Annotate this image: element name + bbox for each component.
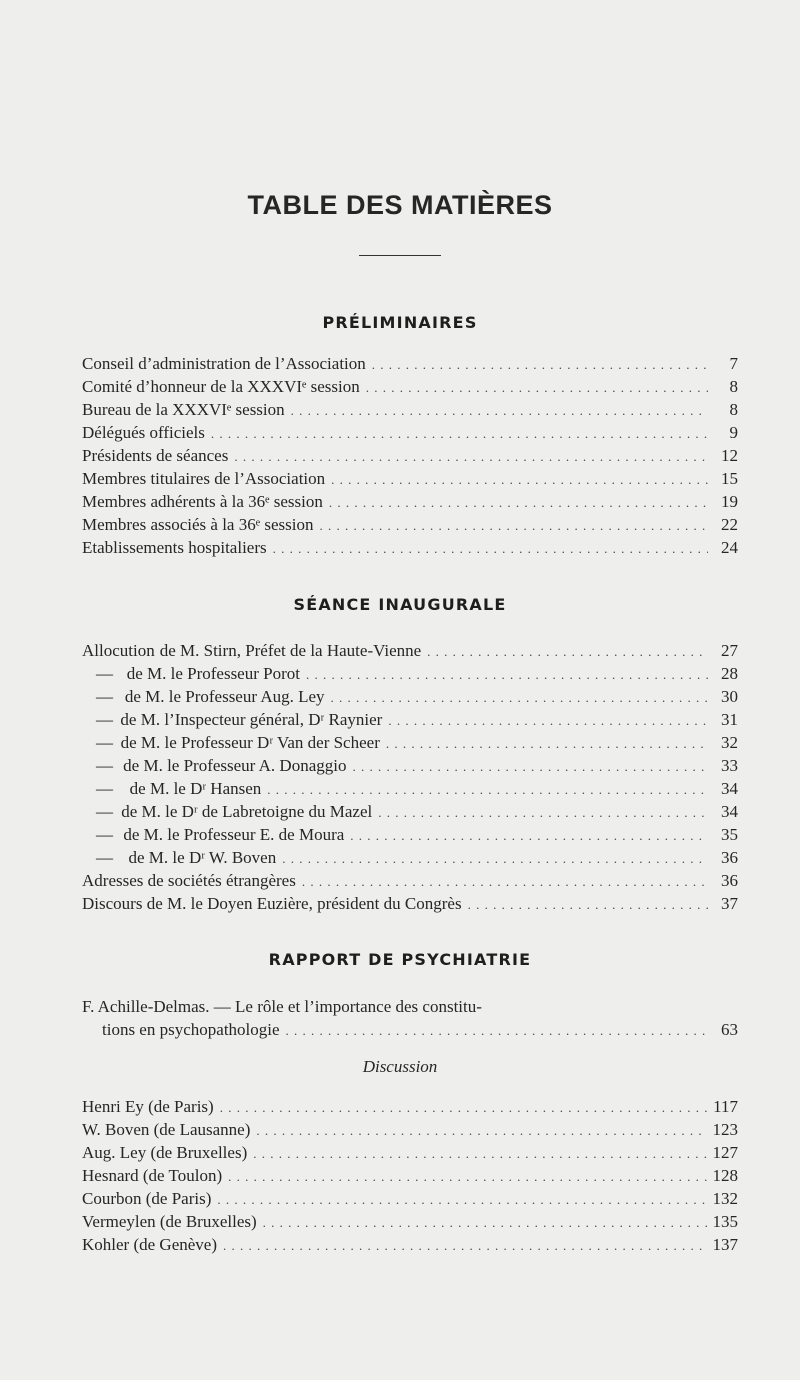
toc-entry[interactable]: — de M. le Professeur E. de Moura . . . 35: [82, 824, 738, 846]
toc-entry[interactable]: Henri Ey (de Paris) . . . 117: [82, 1096, 738, 1118]
toc-entry[interactable]: — de M. le Dʳ W. Boven . . . 36: [82, 847, 738, 869]
toc-entry[interactable]: — de M. le Professeur Porot . . . 28: [82, 663, 738, 685]
section-heading-rapport: RAPPORT DE PSYCHIATRIE: [268, 950, 532, 969]
page-title: TABLE DES MATIÈRES: [247, 190, 553, 220]
toc-entry[interactable]: Membres associés à la 36ᵉ session . . . 22: [82, 514, 738, 536]
toc-entry[interactable]: Kohler (de Genève) . . . 137: [82, 1234, 738, 1256]
toc-entry[interactable]: Aug. Ley (de Bruxelles) . . . 127: [82, 1142, 738, 1164]
toc-entry[interactable]: W. Boven (de Lausanne) . . . 123: [82, 1119, 738, 1141]
toc-entry[interactable]: Membres titulaires de l’Association . . . 15: [82, 468, 738, 490]
toc-entry[interactable]: Allocution de M. Stirn, Préfet de la Haute-Vienne . . . 27: [82, 640, 738, 662]
toc-entry[interactable]: Etablissements hospitaliers . . . 24: [82, 537, 738, 559]
toc-entry[interactable]: Vermeylen (de Bruxelles) . . . 135: [82, 1211, 738, 1233]
toc-entry[interactable]: Présidents de séances . . . 12: [82, 445, 738, 467]
discussion-heading: Discussion: [362, 1057, 438, 1076]
toc-entry[interactable]: — de M. le Dʳ de Labretoigne du Mazel . . . 34: [82, 801, 738, 823]
title-rule: [359, 255, 441, 256]
toc-entry[interactable]: — de M. le Professeur Dʳ Van der Scheer . . . 32: [82, 732, 738, 754]
toc-entry[interactable]: tions en psychopathologie . . . 63: [102, 1019, 738, 1041]
toc-entry[interactable]: Comité d’honneur de la XXXVIᵉ session . . . 8: [82, 376, 738, 398]
toc-entry[interactable]: — de M. l’Inspecteur général, Dʳ Raynier . . . 31: [82, 709, 738, 731]
toc-entry[interactable]: Adresses de sociétés étrangères . . . 36: [82, 870, 738, 892]
toc-entry[interactable]: Bureau de la XXXVIᵉ session . . . 8: [82, 399, 738, 421]
toc-entry[interactable]: Conseil d’administration de l’Association . . . 7: [82, 353, 738, 375]
toc-entry[interactable]: Délégués officiels . . . 9: [82, 422, 738, 444]
report-author-line: F. Achille-Delmas. — Le rôle et l’importance des constitu-: [82, 997, 482, 1016]
toc-entry[interactable]: Hesnard (de Toulon) . . . 128: [82, 1165, 738, 1187]
toc-entry[interactable]: Membres adhérents à la 36ᵉ session . . . 19: [82, 491, 738, 513]
section-heading-preliminaires: PRÉLIMINAIRES: [322, 313, 478, 332]
toc-entry[interactable]: Discours de M. le Doyen Euzière, président du Congrès . . . 37: [82, 893, 738, 915]
toc-entry[interactable]: Courbon (de Paris) . . . 132: [82, 1188, 738, 1210]
toc-entry[interactable]: — de M. le Dʳ Hansen . . . 34: [82, 778, 738, 800]
toc-entry[interactable]: — de M. le Professeur A. Donaggio . . . 33: [82, 755, 738, 777]
section-heading-seance-inaugurale: SÉANCE INAUGURALE: [293, 595, 507, 614]
toc-entry[interactable]: — de M. le Professeur Aug. Ley . . . 30: [82, 686, 738, 708]
